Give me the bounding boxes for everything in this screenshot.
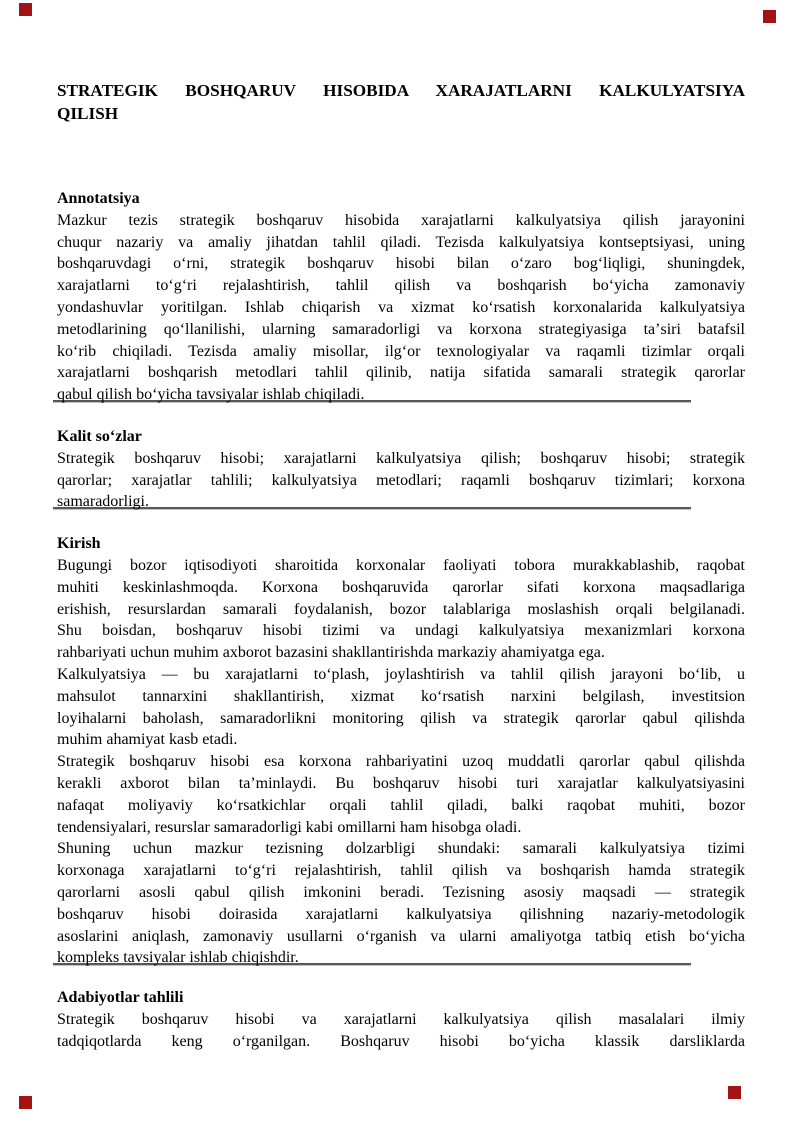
text-line: nafaqat moliyaviy koʻrsatkichlar orqali tahlil qiladi, balki raqobat muhiti, bozor <box>57 796 745 814</box>
introduction-paragraph-1 <box>57 555 745 664</box>
text-line: boshqaruvdagi oʻrni, strategik boshqaruv hisobi bilan oʻzaro bogʻliqligi, shuningdek, <box>57 255 745 273</box>
text-line: erishish, resurslardan samarali foydalanish, bozor talablariga moslashish orqali belgilanadi. <box>57 600 745 618</box>
red-fiducial-bottom-left <box>19 1096 32 1109</box>
text-line: kerakli axborot bilan taʼminlaydi. Bu boshqaruv hisobi turi xarajatlar kalkulyatsiyasini <box>57 774 745 792</box>
document-title <box>57 80 745 125</box>
text-line: samaradorligi. <box>57 493 149 511</box>
text-line: muhim ahamiyat kasb etadi. <box>57 731 238 749</box>
text-line: Shu boisdan, boshqaruv hisobi tizimi va undagi kalkulyatsiya mexanizmlari korxona <box>57 622 745 640</box>
annotation-paragraph <box>57 210 745 406</box>
text-line: asoslarini aniqlash, zamonaviy usullarni oʻrganish va ularni amaliyotga tatbiq etish boʻyicha <box>57 927 745 945</box>
section-introduction <box>57 533 745 966</box>
text-line: Shuning uchun mazkur tezisning dolzarbligi shundaki: samarali kalkulyatsiya tizimi <box>57 840 745 858</box>
literature-paragraph <box>57 1009 745 1053</box>
text-line: koʻrib chiqiladi. Tezisda amaliy misollar, ilgʻor texnologiyalar va raqamli tizimlar orqali <box>57 342 745 360</box>
text-line: chuqur nazariy va amaliy jihatdan tahlil qiladi. Tezisda kalkulyatsiya kontseptsiyasi, uning <box>57 233 745 251</box>
section-annotation <box>57 188 745 403</box>
text-line: Strategik boshqaruv hisobi va xarajatlarni kalkulyatsiya qilish masalalari ilmiy <box>57 1010 745 1028</box>
text-line: loyihalarni baholash, samaradorlikni monitoring qilish va strategik qarorlar qabul qilishda <box>57 709 745 727</box>
text-line: xarajatlarni boshqarish metodlari tahlil qilinib, natija sifatida samarali strategik qarorlar <box>57 364 745 382</box>
keywords-heading: Kalit soʻzlar <box>57 427 142 445</box>
text-line: QILISH <box>57 103 119 123</box>
text-line: qarorlar; xarajatlar tahlili; kalkulyatsiya metodlari; raqamli boshqaruv tizimlari; korxona <box>57 471 745 489</box>
text-line: rahbariyati uchun muhim axborot bazasini shakllantirishda markaziy ahamiyatga ega. <box>57 644 605 662</box>
section-keywords <box>57 426 745 510</box>
text-line: kompleks tavsiyalar ishlab chiqishdir. <box>57 949 299 967</box>
literature-heading: Adabiyotlar tahlili <box>57 989 184 1007</box>
text-line: boshqaruv hisobi doirasida xarajatlarni kalkulyatsiya qilishning nazariy-metodologik <box>57 905 745 923</box>
introduction-paragraph-4 <box>57 838 745 969</box>
introduction-paragraph-2 <box>57 664 745 751</box>
text-line: Strategik boshqaruv hisobi; xarajatlarni kalkulyatsiya qilish; boshqaruv hisobi; strategik <box>57 449 745 467</box>
annotation-heading: Annotatsiya <box>57 190 140 207</box>
text-line: qarorlarni asosli qabul qilish imkonini beradi. Tezisning asosiy maqsadi — strategik <box>57 883 745 901</box>
text-line: tendensiyalari, resurslar samaradorligi kabi omillarni ham hisobga oladi. <box>57 818 522 836</box>
text-line: Kalkulyatsiya — bu xarajatlarni toʻplash, joylashtirish va tahlil qilish jarayoni boʻlib, u <box>57 665 745 683</box>
text-line: muhiti keskinlashmoqda. Korxona boshqaruvida qarorlar sifati korxona maqsadlariga <box>57 578 745 596</box>
keywords-paragraph <box>57 448 745 513</box>
text-line: korxonaga xarajatlarni toʻgʻri rejalashtirish, tahlil qilish va boshqarish hamda strategik <box>57 862 745 880</box>
red-fiducial-bottom-right <box>728 1086 741 1099</box>
section-literature-review <box>57 987 745 1052</box>
text-line: STRATEGIK BOSHQARUV HISOBIDA XARAJATLARNI KALKULYATSIYA <box>57 81 745 100</box>
introduction-paragraph-3 <box>57 751 745 838</box>
text-line: yondashuvlar yoritilgan. Ishlab chiqarish va xizmat koʻrsatish korxonalarida kalkulyatsiya <box>57 298 745 316</box>
introduction-heading: Kirish <box>57 535 101 553</box>
text-line: Mazkur tezis strategik boshqaruv hisobida xarajatlarni kalkulyatsiya qilish jarayonini <box>57 211 745 229</box>
text-line: xarajatlarni toʻgʻri rejalashtirish, tahlil qilish va boshqarish boʻyicha zamonaviy <box>57 277 745 295</box>
text-line: tadqiqotlarda keng oʻrganilgan. Boshqaruv hisobi boʻyicha klassik darsliklarda <box>57 1032 745 1050</box>
text-line: mahsulot tannarxini shakllantirish, xizmat koʻrsatish narxini belgilash, investitsion <box>57 687 745 705</box>
text-line: qabul qilish boʻyicha tavsiyalar ishlab chiqiladi. <box>57 386 365 404</box>
text-line: metodlarining qoʻllanilishi, ularning samaradorligi va korxona strategiyasiga taʼsiri batafsil <box>57 320 745 338</box>
text-line: Bugungi bozor iqtisodiyoti sharoitida korxonalar faoliyati tobora murakkablashib, raqobat <box>57 556 745 574</box>
text-line: Strategik boshqaruv hisobi esa korxona rahbariyatini uzoq muddatli qarorlar qabul qilishda <box>57 753 745 771</box>
